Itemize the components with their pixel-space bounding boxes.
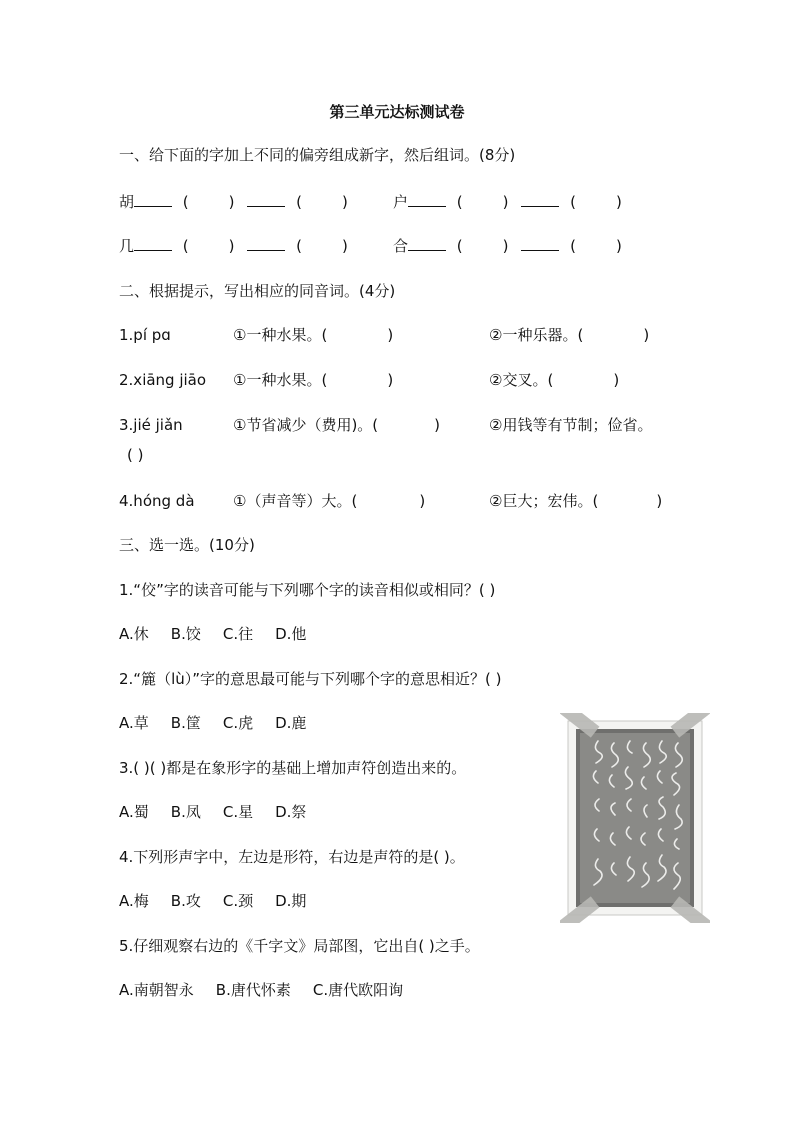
s2-item-b: ②用钱等有节制；俭省。 bbox=[489, 416, 653, 434]
calligraphy-picture bbox=[560, 713, 710, 923]
paren-open: ( bbox=[296, 193, 302, 211]
paren-open: ( bbox=[456, 237, 463, 255]
s3-question: 4.下列形声字中，左边是形符，右边是声符的是( )。 bbox=[119, 848, 465, 866]
paren-open: ( bbox=[296, 237, 302, 255]
s1-char: 几 bbox=[119, 237, 135, 255]
s3-options bbox=[119, 891, 306, 911]
s1-row1-left bbox=[119, 192, 348, 212]
paren-open: ( bbox=[570, 237, 576, 255]
s2-item-cont: ( ) bbox=[127, 446, 144, 464]
section1-heading: 一、给下面的字加上不同的偏旁组成新字，然后组词。(8分) bbox=[119, 146, 516, 164]
blank-line bbox=[134, 236, 172, 251]
s3-question: 2.“簏（lù）”字的意思最可能与下列哪个字的意思相近？( ) bbox=[119, 670, 502, 688]
s3-option: B.筐 bbox=[170, 714, 201, 732]
paren-open: ( bbox=[456, 193, 463, 211]
s3-options bbox=[119, 980, 403, 1000]
s3-option: B.攻 bbox=[170, 892, 201, 910]
s3-option: B.唐代怀素 bbox=[215, 981, 291, 999]
s2-item-a: ①一种水果。( ) bbox=[233, 326, 394, 344]
blank-line bbox=[134, 192, 172, 207]
s3-question: 3.( )( )都是在象形字的基础上增加声符创造出来的。 bbox=[119, 759, 467, 777]
paren-close: ) bbox=[341, 237, 348, 255]
s1-row2-right bbox=[393, 236, 622, 256]
paren-close: ) bbox=[615, 237, 622, 255]
s3-option: C.虎 bbox=[222, 714, 254, 732]
s3-option: B.凤 bbox=[170, 803, 201, 821]
s3-option: A.南朝智永 bbox=[119, 981, 194, 999]
paren-close: ) bbox=[228, 237, 235, 255]
s3-option: A.草 bbox=[119, 714, 149, 732]
section3-heading: 三、选一选。(10分) bbox=[119, 536, 255, 554]
blank-line bbox=[247, 192, 285, 207]
calligraphy-image bbox=[560, 713, 710, 923]
s3-option: A.梅 bbox=[119, 892, 149, 910]
s2-item-a: ①一种水果。( ) bbox=[233, 371, 394, 389]
blank-line bbox=[247, 236, 285, 251]
paren-close: ) bbox=[615, 193, 622, 211]
s2-item-pinyin: 3.jié jiǎn bbox=[119, 416, 183, 434]
s2-item-b: ②一种乐器。( ) bbox=[489, 326, 650, 344]
s3-question: 1.“佼”字的读音可能与下列哪个字的读音相似或相同？( ) bbox=[119, 581, 496, 599]
s3-option: C.颈 bbox=[222, 892, 254, 910]
s3-option: C.往 bbox=[222, 625, 254, 643]
s1-char: 胡 bbox=[119, 193, 135, 211]
s3-option: C.唐代欧阳询 bbox=[312, 981, 404, 999]
s2-item-pinyin: 2.xiāng jiāo bbox=[119, 371, 207, 389]
s1-row1-right bbox=[393, 192, 622, 212]
blank-line bbox=[521, 236, 559, 251]
paren-close: ) bbox=[502, 193, 509, 211]
blank-line bbox=[408, 236, 446, 251]
s3-options bbox=[119, 713, 306, 733]
s3-options bbox=[119, 802, 306, 822]
paren-open: ( bbox=[182, 193, 189, 211]
blank-line bbox=[521, 192, 559, 207]
paren-close: ) bbox=[341, 193, 348, 211]
paren-open: ( bbox=[570, 193, 576, 211]
section2-heading: 二、根据提示，写出相应的同音词。(4分) bbox=[119, 282, 396, 300]
s2-item-a: ①（声音等）大。( ) bbox=[233, 492, 426, 510]
s3-option: D.鹿 bbox=[275, 714, 307, 732]
s3-question: 5.仔细观察右边的《千字文》局部图，它出自( )之手。 bbox=[119, 937, 480, 955]
s3-option: A.休 bbox=[119, 625, 149, 643]
s1-row2-left bbox=[119, 236, 348, 256]
s2-item-b: ②巨大；宏伟。( ) bbox=[489, 492, 663, 510]
s2-item-a: ①节省减少（费用)。( ) bbox=[233, 416, 441, 434]
s3-option: B.饺 bbox=[170, 625, 201, 643]
s3-options bbox=[119, 624, 306, 644]
s3-option: C.星 bbox=[222, 803, 254, 821]
blank-line bbox=[408, 192, 446, 207]
s1-char: 户 bbox=[393, 193, 409, 211]
paren-close: ) bbox=[228, 193, 235, 211]
paren-open: ( bbox=[182, 237, 189, 255]
s3-option: A.蜀 bbox=[119, 803, 149, 821]
paren-close: ) bbox=[502, 237, 509, 255]
s3-option: D.他 bbox=[275, 625, 307, 643]
s3-option: D.期 bbox=[275, 892, 307, 910]
s1-char: 合 bbox=[393, 237, 409, 255]
s2-item-pinyin: 4.hóng dà bbox=[119, 492, 195, 510]
s3-option: D.祭 bbox=[275, 803, 307, 821]
s2-item-pinyin: 1.pí pɑ bbox=[119, 326, 171, 344]
page-title: 第三单元达标测试卷 bbox=[329, 103, 465, 121]
s2-item-b: ②交叉。( ) bbox=[489, 371, 620, 389]
